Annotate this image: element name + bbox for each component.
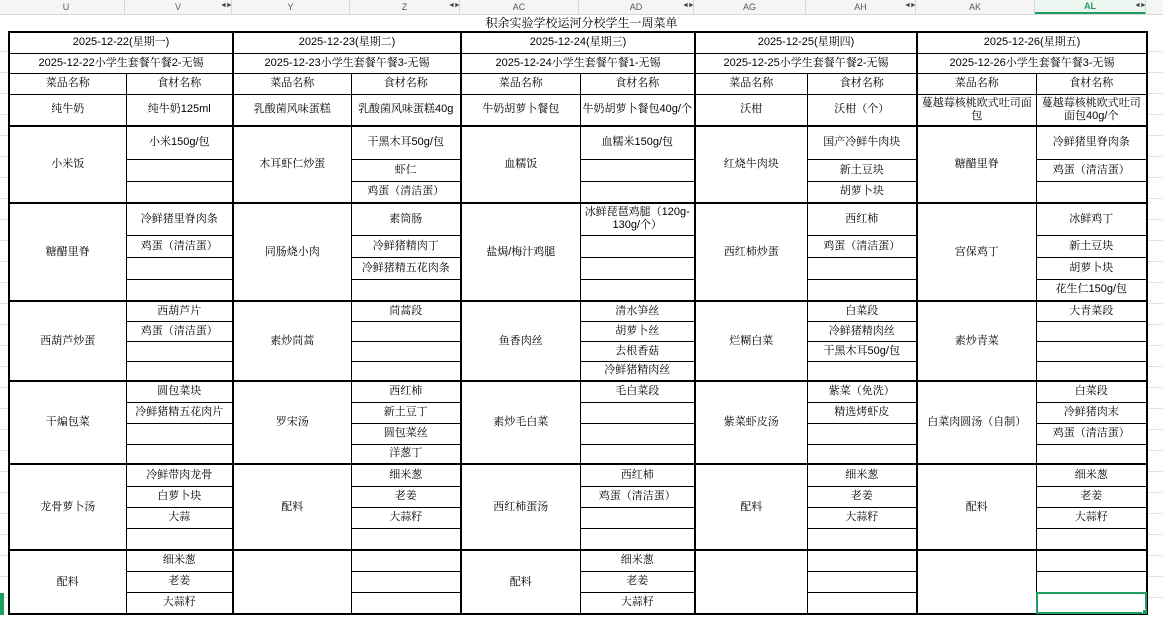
- dish-cell[interactable]: 盐焗/梅汁鸡腿: [461, 203, 580, 301]
- dish-cell[interactable]: 紫菜虾皮汤: [695, 381, 807, 464]
- ingredient-cell[interactable]: [580, 402, 695, 423]
- ingredient-cell[interactable]: [580, 528, 695, 550]
- ingredient-cell[interactable]: 国产冷鲜牛肉块: [807, 126, 917, 159]
- dish-cell[interactable]: [695, 550, 807, 614]
- ingredient-cell[interactable]: 胡萝卜块: [1036, 257, 1147, 279]
- ingredient-column-header[interactable]: 食材名称: [126, 73, 233, 94]
- ingredient-cell[interactable]: [1036, 528, 1147, 550]
- column-letter-AK[interactable]: AK: [916, 0, 1035, 14]
- ingredient-cell[interactable]: 鸡蛋（清洁蛋）: [1036, 159, 1147, 181]
- ingredient-cell[interactable]: 西红柿: [351, 381, 461, 402]
- ingredient-cell[interactable]: [807, 423, 917, 444]
- ingredient-cell[interactable]: 清水笋丝: [580, 301, 695, 321]
- ingredient-cell[interactable]: [126, 181, 233, 203]
- ingredient-cell[interactable]: 西葫芦片: [126, 301, 233, 321]
- date-header[interactable]: 2025-12-23(星期二): [233, 32, 461, 53]
- dish-cell[interactable]: 红烧牛肉块: [695, 126, 807, 203]
- ingredient-cell[interactable]: 胡萝卜丝: [580, 321, 695, 341]
- empty-sheet-area[interactable]: [1146, 31, 1163, 615]
- ingredient-cell[interactable]: 小米150g/包: [126, 126, 233, 159]
- dish-cell[interactable]: 素炒毛白菜: [461, 381, 580, 464]
- ingredient-cell[interactable]: 干黑木耳50g/包: [807, 341, 917, 361]
- ingredient-cell[interactable]: [580, 257, 695, 279]
- column-letter-AC[interactable]: AC: [460, 0, 579, 14]
- ingredient-cell[interactable]: 鸡蛋（清洁蛋）: [126, 235, 233, 257]
- dish-cell[interactable]: 宫保鸡丁: [917, 203, 1036, 301]
- ingredient-cell[interactable]: [580, 444, 695, 464]
- dish-column-header[interactable]: 菜品名称: [9, 73, 126, 94]
- meal-subtitle[interactable]: 2025-12-22小学生套餐午餐2-无锡: [9, 53, 233, 73]
- ingredient-cell[interactable]: 圆包菜块: [126, 381, 233, 402]
- ingredient-cell[interactable]: [351, 279, 461, 301]
- ingredient-cell[interactable]: [807, 361, 917, 381]
- ingredient-cell[interactable]: 虾仁: [351, 159, 461, 181]
- meal-subtitle[interactable]: 2025-12-25小学生套餐午餐2-无锡: [695, 53, 917, 73]
- dish-cell[interactable]: 鱼香肉丝: [461, 301, 580, 381]
- ingredient-cell[interactable]: [1036, 181, 1147, 203]
- sheet-title[interactable]: 积余实验学校运河分校学生一周菜单: [485, 16, 678, 30]
- selected-cell[interactable]: [1036, 592, 1147, 614]
- ingredient-cell[interactable]: [807, 279, 917, 301]
- dish-cell[interactable]: 蔓越莓核桃欧式吐司面包: [917, 94, 1036, 126]
- fill-handle[interactable]: [1142, 609, 1147, 614]
- dish-cell[interactable]: 沃柑: [695, 94, 807, 126]
- dish-cell[interactable]: 烂糊白菜: [695, 301, 807, 381]
- ingredient-cell[interactable]: 素筒肠: [351, 203, 461, 235]
- dish-cell[interactable]: 糖醋里脊: [9, 203, 126, 301]
- ingredient-cell[interactable]: [351, 321, 461, 341]
- ingredient-cell[interactable]: [126, 361, 233, 381]
- dish-cell[interactable]: 木耳虾仁炒蛋: [233, 126, 351, 203]
- hidden-columns-icon[interactable]: ◄►: [904, 2, 916, 9]
- ingredient-column-header[interactable]: 食材名称: [807, 73, 917, 94]
- meal-subtitle[interactable]: 2025-12-23小学生套餐午餐3-无锡: [233, 53, 461, 73]
- ingredient-cell[interactable]: [126, 279, 233, 301]
- column-letter-Z[interactable]: Z: [350, 0, 460, 14]
- ingredient-cell[interactable]: [580, 423, 695, 444]
- dish-cell[interactable]: [233, 550, 351, 614]
- ingredient-cell[interactable]: 细米葱: [807, 464, 917, 486]
- column-letter-strip: [0, 0, 1163, 15]
- ingredient-cell[interactable]: [807, 571, 917, 592]
- ingredient-cell[interactable]: 冰鲜鸡丁: [1036, 203, 1147, 235]
- dish-cell[interactable]: 血糯饭: [461, 126, 580, 203]
- dish-cell[interactable]: 配料: [917, 464, 1036, 550]
- dish-cell[interactable]: 素炒茼蒿: [233, 301, 351, 381]
- ingredient-cell[interactable]: [580, 159, 695, 181]
- dish-cell[interactable]: 牛奶胡萝卜餐包: [461, 94, 580, 126]
- ingredient-cell[interactable]: [807, 257, 917, 279]
- dish-cell[interactable]: 龙骨萝卜汤: [9, 464, 126, 550]
- ingredient-cell[interactable]: 胡萝卜块: [807, 181, 917, 203]
- ingredient-cell[interactable]: 老姜: [807, 486, 917, 507]
- dish-cell[interactable]: [917, 550, 1036, 614]
- ingredient-cell[interactable]: [126, 423, 233, 444]
- dish-cell[interactable]: 纯牛奶: [9, 94, 126, 126]
- date-header[interactable]: 2025-12-22(星期一): [9, 32, 233, 53]
- ingredient-cell[interactable]: 鸡蛋（清洁蛋）: [351, 181, 461, 203]
- dish-column-header[interactable]: 菜品名称: [461, 73, 580, 94]
- dish-cell[interactable]: 西红柿蛋汤: [461, 464, 580, 550]
- ingredient-cell[interactable]: 细米葱: [126, 550, 233, 571]
- ingredient-cell[interactable]: 冷鲜带肉龙骨: [126, 464, 233, 486]
- ingredient-cell[interactable]: 洋葱丁: [351, 444, 461, 464]
- menu-table-head: [9, 32, 1147, 94]
- ingredient-cell[interactable]: 白菜段: [1036, 381, 1147, 402]
- ingredient-cell[interactable]: 冷鲜猪精肉丝: [807, 321, 917, 341]
- dish-column-header[interactable]: 菜品名称: [233, 73, 351, 94]
- ingredient-cell[interactable]: 冷鲜猪精五花肉片: [126, 402, 233, 423]
- hidden-columns-icon[interactable]: ◄►: [448, 2, 460, 9]
- ingredient-cell[interactable]: [1036, 444, 1147, 464]
- ingredient-cell[interactable]: [351, 550, 461, 571]
- ingredient-cell[interactable]: [807, 592, 917, 614]
- ingredient-cell[interactable]: 大蒜籽: [580, 592, 695, 614]
- ingredient-cell[interactable]: [126, 341, 233, 361]
- dish-cell[interactable]: 白菜肉圆汤（自制）: [917, 381, 1036, 464]
- ingredient-cell[interactable]: [1036, 361, 1147, 381]
- ingredient-cell[interactable]: 去根香菇: [580, 341, 695, 361]
- ingredient-cell[interactable]: [126, 444, 233, 464]
- column-letter-Y[interactable]: Y: [232, 0, 350, 14]
- ingredient-cell[interactable]: 鸡蛋（清洁蛋）: [807, 235, 917, 257]
- ingredient-cell[interactable]: 乳酸菌风味蛋糕40g: [351, 94, 461, 126]
- date-header[interactable]: 2025-12-24(星期三): [461, 32, 695, 53]
- dish-cell[interactable]: 同肠烧小肉: [233, 203, 351, 301]
- ingredient-cell[interactable]: 新土豆块: [807, 159, 917, 181]
- ingredient-cell[interactable]: 西红柿: [580, 464, 695, 486]
- ingredient-cell[interactable]: 白菜段: [807, 301, 917, 321]
- meal-subtitle[interactable]: 2025-12-26小学生套餐午餐3-无锡: [917, 53, 1147, 73]
- ingredient-cell[interactable]: 蔓越莓核桃欧式吐司面包40g/个: [1036, 94, 1147, 126]
- ingredient-cell[interactable]: 花生仁150g/包: [1036, 279, 1147, 301]
- ingredient-cell[interactable]: 大蒜籽: [807, 507, 917, 528]
- menu-table: [8, 31, 1148, 615]
- hidden-columns-icon[interactable]: ◄►: [1134, 2, 1146, 9]
- ingredient-cell[interactable]: 细米葱: [351, 464, 461, 486]
- ingredient-cell[interactable]: 细米葱: [580, 550, 695, 571]
- ingredient-cell[interactable]: [351, 571, 461, 592]
- ingredient-cell[interactable]: [1036, 341, 1147, 361]
- ingredient-cell[interactable]: 鸡蛋（清洁蛋）: [1036, 423, 1147, 444]
- ingredient-column-header[interactable]: 食材名称: [580, 73, 695, 94]
- dish-cell[interactable]: 罗宋汤: [233, 381, 351, 464]
- ingredient-cell[interactable]: 大蒜籽: [351, 507, 461, 528]
- ingredient-cell[interactable]: 茼蒿段: [351, 301, 461, 321]
- ingredient-cell[interactable]: 沃柑（个）: [807, 94, 917, 126]
- ingredient-cell[interactable]: 白萝卜块: [126, 486, 233, 507]
- ingredient-cell[interactable]: 干黑木耳50g/包: [351, 126, 461, 159]
- dish-cell[interactable]: 小米饭: [9, 126, 126, 203]
- ingredient-column-header[interactable]: 食材名称: [351, 73, 461, 94]
- ingredient-cell[interactable]: 鸡蛋（清洁蛋）: [126, 321, 233, 341]
- ingredient-cell[interactable]: [351, 341, 461, 361]
- ingredient-cell[interactable]: 大青菜段: [1036, 301, 1147, 321]
- menu-table-body: [9, 94, 1147, 614]
- ingredient-cell[interactable]: [1036, 550, 1147, 571]
- dish-column-header[interactable]: 菜品名称: [917, 73, 1036, 94]
- ingredient-cell[interactable]: 新土豆块: [1036, 235, 1147, 257]
- ingredient-cell[interactable]: 冷鲜猪精五花肉条: [351, 257, 461, 279]
- ingredient-cell[interactable]: [126, 528, 233, 550]
- column-letter-AG[interactable]: AG: [694, 0, 806, 14]
- ingredient-cell[interactable]: 牛奶胡萝卜餐包40g/个: [580, 94, 695, 126]
- ingredient-cell[interactable]: [1036, 321, 1147, 341]
- ingredient-cell[interactable]: [580, 507, 695, 528]
- column-letter-AH[interactable]: AH: [806, 0, 916, 14]
- hidden-columns-icon[interactable]: ◄►: [220, 2, 232, 9]
- dish-cell[interactable]: 配料: [9, 550, 126, 614]
- ingredient-cell[interactable]: [351, 592, 461, 614]
- ingredient-cell[interactable]: 大蒜: [126, 507, 233, 528]
- ingredient-cell[interactable]: 老姜: [351, 486, 461, 507]
- row-header-gutter[interactable]: [0, 31, 8, 615]
- ingredient-cell[interactable]: 鸡蛋（清洁蛋）: [580, 486, 695, 507]
- ingredient-cell[interactable]: [580, 279, 695, 301]
- ingredient-cell[interactable]: [351, 528, 461, 550]
- column-letter-AL[interactable]: AL: [1035, 0, 1146, 14]
- dish-cell[interactable]: 西红柿炒蛋: [695, 203, 807, 301]
- ingredient-cell[interactable]: 紫菜（免洗）: [807, 381, 917, 402]
- date-header[interactable]: 2025-12-25(星期四): [695, 32, 917, 53]
- ingredient-column-header[interactable]: 食材名称: [1036, 73, 1147, 94]
- dish-cell[interactable]: 配料: [695, 464, 807, 550]
- ingredient-cell[interactable]: [1036, 571, 1147, 592]
- ingredient-cell[interactable]: 冷鲜猪里脊肉条: [126, 203, 233, 235]
- ingredient-cell[interactable]: 细米葱: [1036, 464, 1147, 486]
- date-header[interactable]: 2025-12-26(星期五): [917, 32, 1147, 53]
- column-letter-V[interactable]: V: [125, 0, 232, 14]
- ingredient-cell[interactable]: [580, 181, 695, 203]
- ingredient-cell[interactable]: 老姜: [580, 571, 695, 592]
- ingredient-cell[interactable]: 冷鲜猪里脊肉条: [1036, 126, 1147, 159]
- ingredient-cell[interactable]: [351, 361, 461, 381]
- ingredient-cell[interactable]: [126, 257, 233, 279]
- dish-cell[interactable]: 糖醋里脊: [917, 126, 1036, 203]
- dish-cell[interactable]: 西葫芦炒蛋: [9, 301, 126, 381]
- meal-subtitle[interactable]: 2025-12-24小学生套餐午餐1-无锡: [461, 53, 695, 73]
- dish-cell[interactable]: 素炒青菜: [917, 301, 1036, 381]
- ingredient-cell[interactable]: [807, 444, 917, 464]
- ingredient-cell[interactable]: 血糯米150g/包: [580, 126, 695, 159]
- ingredient-cell[interactable]: 老姜: [126, 571, 233, 592]
- ingredient-cell[interactable]: [126, 159, 233, 181]
- ingredient-cell[interactable]: 精选烤虾皮: [807, 402, 917, 423]
- ingredient-cell[interactable]: 大蒜籽: [1036, 507, 1147, 528]
- dish-cell[interactable]: 配料: [233, 464, 351, 550]
- ingredient-cell[interactable]: 大蒜籽: [126, 592, 233, 614]
- ingredient-cell[interactable]: 毛白菜段: [580, 381, 695, 402]
- selected-row-indicator: [0, 593, 4, 615]
- ingredient-cell[interactable]: [807, 528, 917, 550]
- ingredient-cell[interactable]: 西红柿: [807, 203, 917, 235]
- ingredient-cell[interactable]: 冷鲜猪精肉丁: [351, 235, 461, 257]
- ingredient-cell[interactable]: 老姜: [1036, 486, 1147, 507]
- ingredient-cell[interactable]: 纯牛奶125ml: [126, 94, 233, 126]
- dish-column-header[interactable]: 菜品名称: [695, 73, 807, 94]
- ingredient-cell[interactable]: 冷鲜猪精肉丝: [580, 361, 695, 381]
- ingredient-cell[interactable]: 新土豆丁: [351, 402, 461, 423]
- ingredient-cell[interactable]: 冰鲜琵琶鸡腿（120g-130g/个）: [580, 203, 695, 235]
- ingredient-cell[interactable]: 冷鲜猪肉末: [1036, 402, 1147, 423]
- column-letter-AD[interactable]: AD: [579, 0, 694, 14]
- ingredient-cell[interactable]: 圆包菜丝: [351, 423, 461, 444]
- ingredient-cell[interactable]: [580, 235, 695, 257]
- ingredient-cell[interactable]: [807, 550, 917, 571]
- column-letter-U[interactable]: U: [8, 0, 125, 14]
- dish-cell[interactable]: 配料: [461, 550, 580, 614]
- hidden-columns-icon[interactable]: ◄►: [682, 2, 694, 9]
- dish-cell[interactable]: 乳酸菌风味蛋糕: [233, 94, 351, 126]
- dish-cell[interactable]: 干煸包菜: [9, 381, 126, 464]
